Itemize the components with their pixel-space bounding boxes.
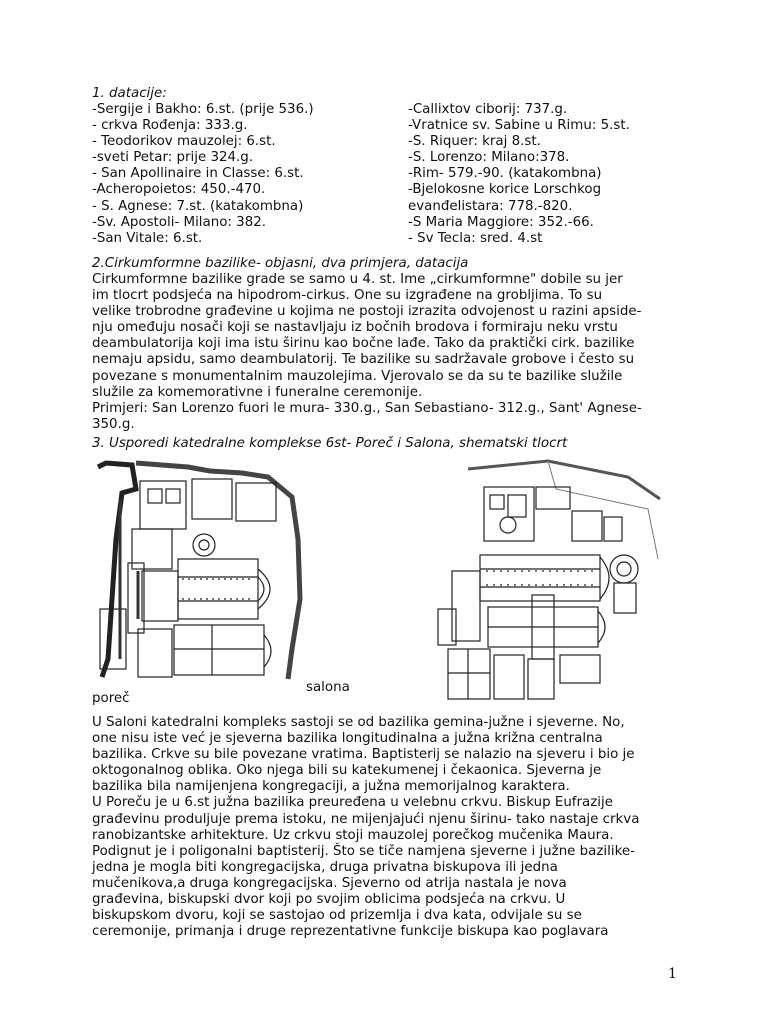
body-line: građevinu produljuje prema istoku, ne mijenjajući njenu širinu- tako nastaje crkva: [92, 811, 640, 827]
salona-caption: salona: [306, 680, 350, 695]
body-line: nju omeđuju nosači koji se nastavljaju iz bočnih brodova i formiraju neku vrstu: [92, 320, 618, 336]
dating-item: - Sv Tecla: sred. 4.st: [408, 230, 543, 246]
body-line: povezane s monumentalnim mauzolejima. Vjerovalo se da su te bazilike služile: [92, 368, 623, 384]
porec-caption: poreč: [92, 691, 130, 706]
body-line: U Poreču je u 6.st južna bazilika preuređena u velebnu crkvu. Biskup Eufrazije: [92, 795, 613, 811]
dating-item: -Sergije i Bakho: 6.st. (prije 536.): [92, 102, 314, 117]
body-line: nemaju apsidu, samo deambulatorij. Te bazilike su sadržavale grobove i često su: [92, 352, 635, 368]
body-line: oktogonalnog oblika. Oko njega bili su katekumenej i čekaonica. Sjeverna je: [92, 763, 602, 779]
dating-item: - Teodorikov mauzolej: 6.st.: [92, 134, 276, 150]
body-line: mučenikova,a druga kongregacijska. Sjeverno od atrija nastala je nova: [92, 875, 567, 891]
body-line: one nisu iste već je sjeverna bazilika longitudinalna a južna križna centralna: [92, 731, 603, 747]
salona-floor-plan: [428, 459, 664, 707]
dating-item: - San Apollinaire in Classe: 6.st.: [92, 166, 304, 182]
body-line: 350.g.: [92, 416, 135, 432]
section3-body: [92, 715, 639, 940]
body-line: Podignut je i poligonalni baptisterij. Što se tiče namjena sjeverne i južne bazilike-: [92, 843, 635, 859]
dating-list-left: [92, 102, 314, 247]
body-line: deambulatorija koji ima istu širinu kao bočne lađe. Tako da praktički cirk. bazilike: [92, 336, 635, 352]
dating-item: -Sv. Apostoli- Milano: 382.: [92, 214, 266, 230]
dating-item: -S Maria Maggiore: 352.-66.: [408, 214, 594, 230]
body-line: Primjeri: San Lorenzo fuori le mura- 330.g., San Sebastiano- 312.g., Sant' Agnese-: [92, 400, 642, 416]
body-line: ceremonije, primanja i druge reprezentativne funkcije biskupa kao poglavara: [92, 924, 609, 940]
body-line: bazilika. Crkve su bile povezane vratima. Baptisterij se nalazio na sjeveru i bio je: [92, 747, 635, 763]
body-line: služile za komemorativne i funeralne ceremonije.: [92, 384, 423, 400]
body-line: im tlocrt podsjeća na hipodrom-cirkus. One su izgrađene na grobljima. To su: [92, 288, 603, 304]
section1-heading: 1. datacije:: [92, 86, 167, 101]
dating-list-right: [408, 102, 630, 247]
dating-item: -S. Lorenzo: Milano:378.: [408, 150, 570, 166]
dating-item: -Rim- 579.-90. (katakombna): [408, 166, 602, 182]
body-line: velike trobrodne građevine u kojima ne postoji izrazita odvojenost u razini apside-: [92, 304, 642, 320]
dating-item: -San Vitale: 6.st.: [92, 230, 203, 246]
section2-body: [92, 272, 642, 433]
dating-item: -S. Riquer: kraj 8.st.: [408, 134, 541, 150]
dating-item: evanđelistara: 778.-820.: [408, 198, 573, 214]
section2-heading: 2.Cirkumformne bazilike- objasni, dva primjera, datacija: [92, 256, 469, 271]
dating-item: -Vratnice sv. Sabine u Rimu: 5.st.: [408, 118, 630, 134]
body-line: biskupskom dvoru, koji se sastojao od prizemlja i dva kata, odvijale su se: [92, 908, 582, 924]
porec-floor-plan: [92, 459, 304, 681]
body-line: bazilika bila namijenjena kongregaciji, a južna memorijalnog karaktera.: [92, 779, 570, 795]
dating-item: -sveti Petar: prije 324.g.: [92, 150, 254, 166]
page-number: 1: [668, 966, 677, 982]
body-line: jedna je mogla biti kongregacijska, druga privatna biskupova ili jedna: [92, 859, 558, 875]
dating-item: -Acheropoietos: 450.-470.: [92, 182, 266, 198]
body-line: ranobizantske arhitekture. Uz crkvu stoji mauzolej porečkog mučenika Maura.: [92, 827, 614, 843]
dating-item: -Callixtov ciborij: 737.g.: [408, 102, 568, 117]
body-line: U Saloni katedralni kompleks sastoji se od bazilika gemina-južne i sjeverne. No,: [92, 715, 625, 730]
body-line: građevina, biskupski dvor koji po svojim oblicima podsjeća na crkvu. U: [92, 892, 566, 908]
section3-heading: 3. Usporedi katedralne komplekse 6st- Poreč i Salona, shematski tlocrt: [92, 436, 568, 451]
dating-item: - S. Agnese: 7.st. (katakombna): [92, 198, 304, 214]
body-line: Cirkumformne bazilike grade se samo u 4. st. Ime „cirkumformne" dobile su jer: [92, 272, 623, 287]
dating-item: - crkva Rođenja: 333.g.: [92, 118, 248, 134]
dating-item: -Bjelokosne korice Lorschkog: [408, 182, 602, 198]
